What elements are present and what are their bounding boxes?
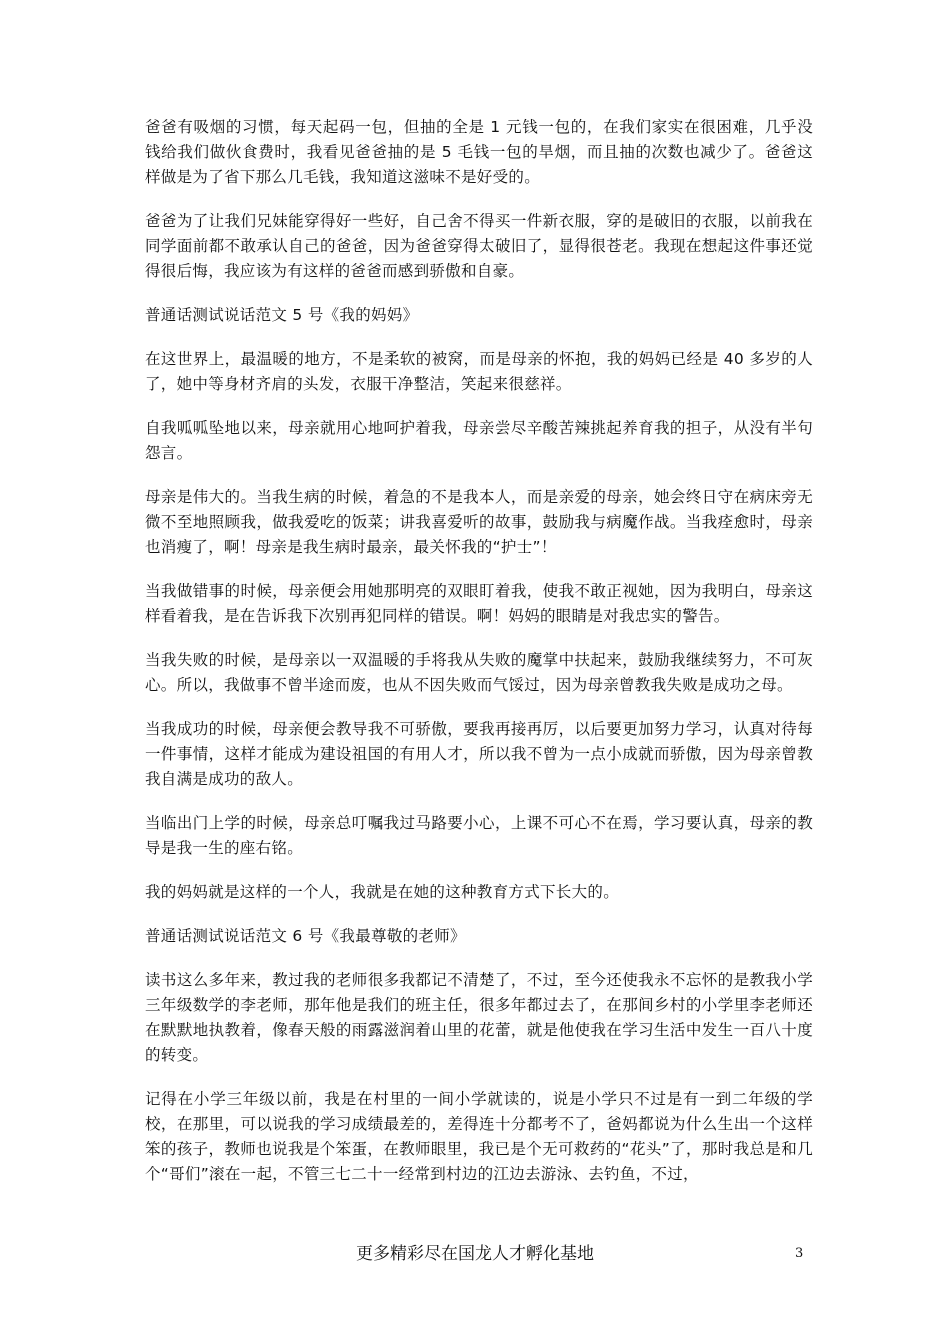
section-heading-sample-6: 普通话测试说话范文 6 号《我最尊敬的老师》 <box>145 927 466 945</box>
document-body <box>145 115 813 1206</box>
paragraph-mother-intro: 在这世界上，最温暖的地方，不是柔软的被窝，而是母亲的怀抱，我的妈妈已经是 40 多岁的人了，她中等身材齐肩的头发，衣服干净整洁，笑起来很慈祥。 <box>145 350 813 393</box>
section-heading-sample-5: 普通话测试说话范文 5 号《我的妈妈》 <box>145 306 419 324</box>
paragraph-mother-failure: 当我失败的时候，是母亲以一双温暖的手将我从失败的魔掌中扶起来，鼓励我继续努力，不可灰心。所以，我做事不曾半途而废，也从不因失败而气馁过，因为母亲曾教我失败是成功之母。 <box>145 651 813 694</box>
paragraph-teacher-past: 记得在小学三年级以前，我是在村里的一间小学就读的，说是小学只不过是有一到二年级的学校，在那里，可以说我的学习成绩最差的，差得连十分都考不了，爸妈都说为什么生出一个这样笨的孩子，教师也说我是个笨蛋，在教师眼里，我已是个无可救药的“花头”了，那时我总是和几个“哥们”滚在一起，不管三七二十一经常到村边的江边去游泳、去钓鱼，不过， <box>145 1090 813 1183</box>
page-number: 3 <box>795 1246 804 1261</box>
page-footer <box>0 1240 950 1268</box>
footer-text: 更多精彩尽在国龙人才孵化基地 <box>356 1244 594 1264</box>
paragraph-father-smoking: 爸爸有吸烟的习惯，每天起码一包，但抽的全是 1 元钱一包的，在我们家实在很困难，几乎没钱给我们做伙食费时，我看见爸爸抽的是 5 毛钱一包的旱烟，而且抽的次数也减少了。爸爸这样做是为了省下那么几毛钱，我知道这滋味不是好受的。 <box>145 118 813 186</box>
paragraph-father-clothes: 爸爸为了让我们兄妹能穿得好一些好，自己舍不得买一件新衣服，穿的是破旧的衣服，以前我在同学面前都不敢承认自己的爸爸，因为爸爸穿得太破旧了，显得很苍老。我现在想起这件事还觉得很后悔，我应该为有这样的爸爸而感到骄傲和自豪。 <box>145 212 813 280</box>
paragraph-mother-success: 当我成功的时候，母亲便会教导我不可骄傲，要我再接再厉，以后要更加努力学习，认真对待每一件事情，这样才能成为建设祖国的有用人才，所以我不曾为一点小成就而骄傲，因为母亲曾教我自满是成功的敌人。 <box>145 720 813 788</box>
paragraph-mother-care: 自我呱呱坠地以来，母亲就用心地呵护着我，母亲尝尽辛酸苦辣挑起养育我的担子，从没有半句怨言。 <box>145 419 813 462</box>
paragraph-mother-sickness: 母亲是伟大的。当我生病的时候，着急的不是我本人，而是亲爱的母亲，她会终日守在病床旁无微不至地照顾我，做我爱吃的饭菜；讲我喜爱听的故事，鼓励我与病魔作战。当我痊愈时，母亲也消瘦了，啊！母亲是我生病时最亲，最关怀我的“护士”！ <box>145 488 813 556</box>
paragraph-mother-school: 当临出门上学的时候，母亲总叮嘱我过马路要小心，上课不可心不在焉，学习要认真，母亲的教导是我一生的座右铭。 <box>145 814 813 857</box>
paragraph-mother-summary: 我的妈妈就是这样的一个人，我就是在她的这种教育方式下长大的。 <box>145 883 620 901</box>
paragraph-teacher-intro: 读书这么多年来，教过我的老师很多我都记不清楚了，不过，至今还使我永不忘怀的是教我小学三年级数学的李老师，那年他是我们的班主任，很多年都过去了，在那间乡村的小学里李老师还在默默地执教着，像春天般的雨露滋润着山里的花蕾，就是他使我在学习生活中发生一百八十度的转变。 <box>145 971 813 1064</box>
paragraph-mother-mistakes: 当我做错事的时候，母亲便会用她那明亮的双眼盯着我，使我不敢正视她，因为我明白，母亲这样看着我，是在告诉我下次别再犯同样的错误。啊！妈妈的眼睛是对我忠实的警告。 <box>145 582 813 625</box>
